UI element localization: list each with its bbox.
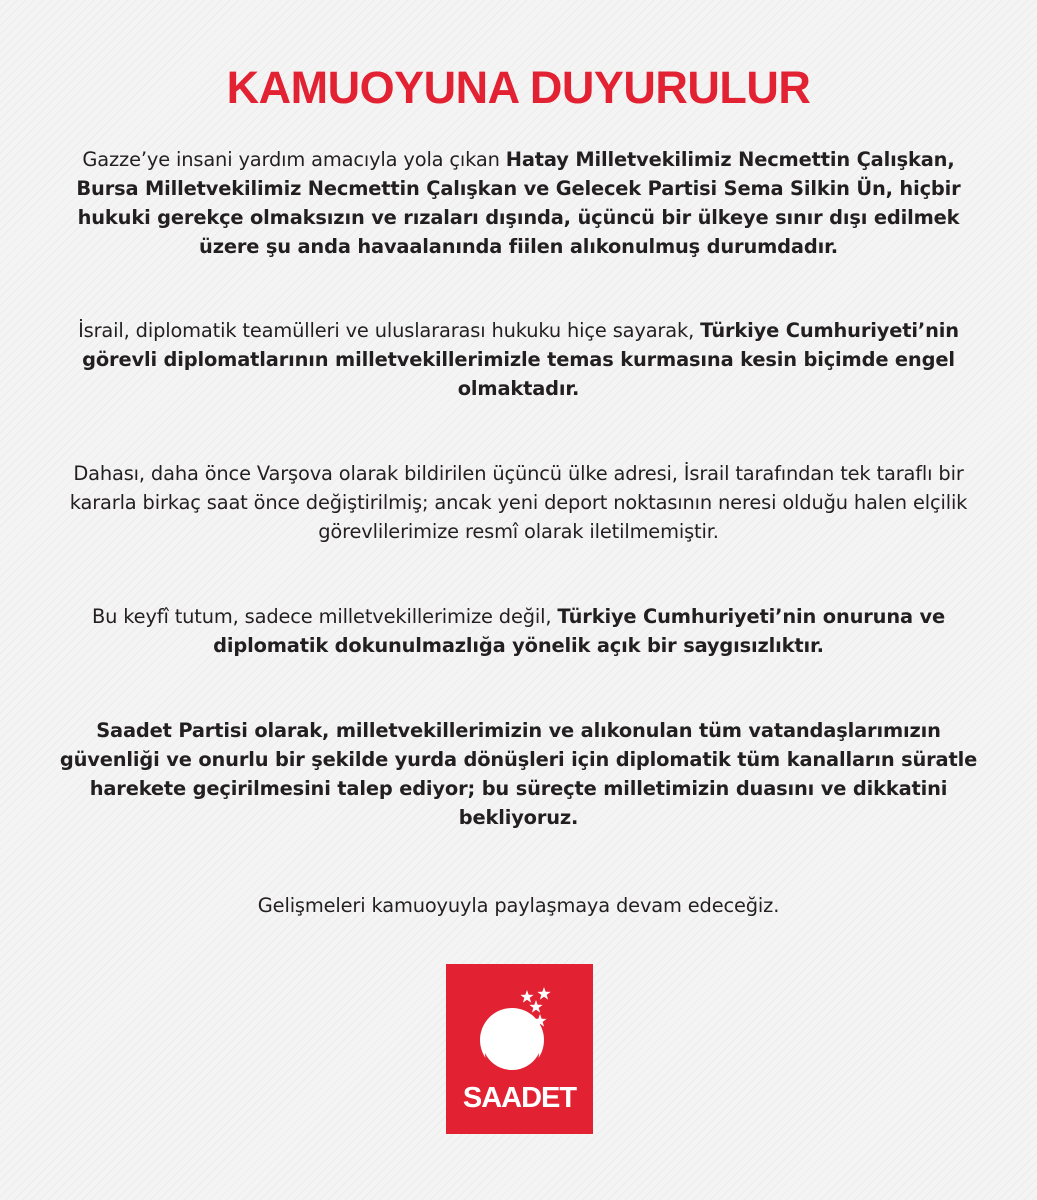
- paragraph-diplomats-bold: Türkiye Cumhuriyeti’nin görevli diplomatlarının milletvekillerimizle temas kurmasına kesin biçimde engel olmaktadır.: [82, 319, 959, 400]
- paragraph-demand: [50, 716, 987, 832]
- paragraph-detention-text: Gazze’ye insani yardım amacıyla yola çıkan: [82, 148, 506, 171]
- crescent-icon: [480, 1008, 544, 1072]
- announcement-title: KAMUOYUNA DUYURULUR: [226, 62, 811, 113]
- paragraph-disrespect: [50, 602, 987, 660]
- paragraph-deport-address-text: Dahası, daha önce Varşova olarak bildirilen üçüncü ülke adresi, İsrail tarafından tek taraflı bir kararla birkaç saat önce değiştirilmiş; ancak yeni deport noktasının neresi olduğu halen elçilik görevlilerimize resmî olarak iletilmemiştir.: [69, 462, 968, 543]
- logo-wordmark: SAADET: [462, 1082, 577, 1114]
- paragraph-demand-bold: Saadet Partisi olarak, milletvekillerimizin ve alıkonulan tüm vatandaşlarımızın güvenliği ve onurlu bir şekilde yurda dönüşleri için diplomatik tüm kanalların süratle harekete geçirilmesini talep ediyor; bu süreçte milletimizin duasını ve dikkatini bekliyoruz.: [59, 719, 978, 829]
- paragraph-detention: [50, 145, 987, 261]
- paragraph-detention-bold: Hatay Milletvekilimiz Necmettin Çalışkan, Bursa Milletvekilimiz Necmettin Çalışkan ve Gelecek Partisi Sema Silkin Ün, hiçbir hukuki gerekçe olmaksızın ve rızaları dışında, üçüncü bir ülkeye sınır dışı edilmek üzere şu anda havaalanında fiilen alıkonulmuş durumdadır.: [76, 148, 961, 258]
- paragraph-diplomats: [50, 316, 987, 403]
- paragraph-closing-text: Gelişmeleri kamuoyuyla paylaşmaya devam edeceğiz.: [257, 894, 780, 917]
- star-icon: [529, 1000, 542, 1013]
- paragraph-diplomats-text: İsrail, diplomatik teamülleri ve uluslararası hukuku hiçe sayarak,: [78, 319, 701, 342]
- star-icon: [520, 990, 533, 1003]
- paragraph-disrespect-bold: Türkiye Cumhuriyeti’nin onuruna ve diplomatik dokunulmazlığa yönelik açık bir saygısızlıktır.: [213, 605, 946, 657]
- paragraph-deport-address: [50, 459, 987, 546]
- paragraph-disrespect-text: Bu keyfî tutum, sadece milletvekillerimize değil,: [91, 605, 558, 628]
- saadet-logo: [446, 964, 593, 1134]
- paragraph-closing: [50, 891, 987, 920]
- star-icon: [537, 987, 550, 1000]
- crescent-and-five-stars-icon: [446, 964, 593, 1082]
